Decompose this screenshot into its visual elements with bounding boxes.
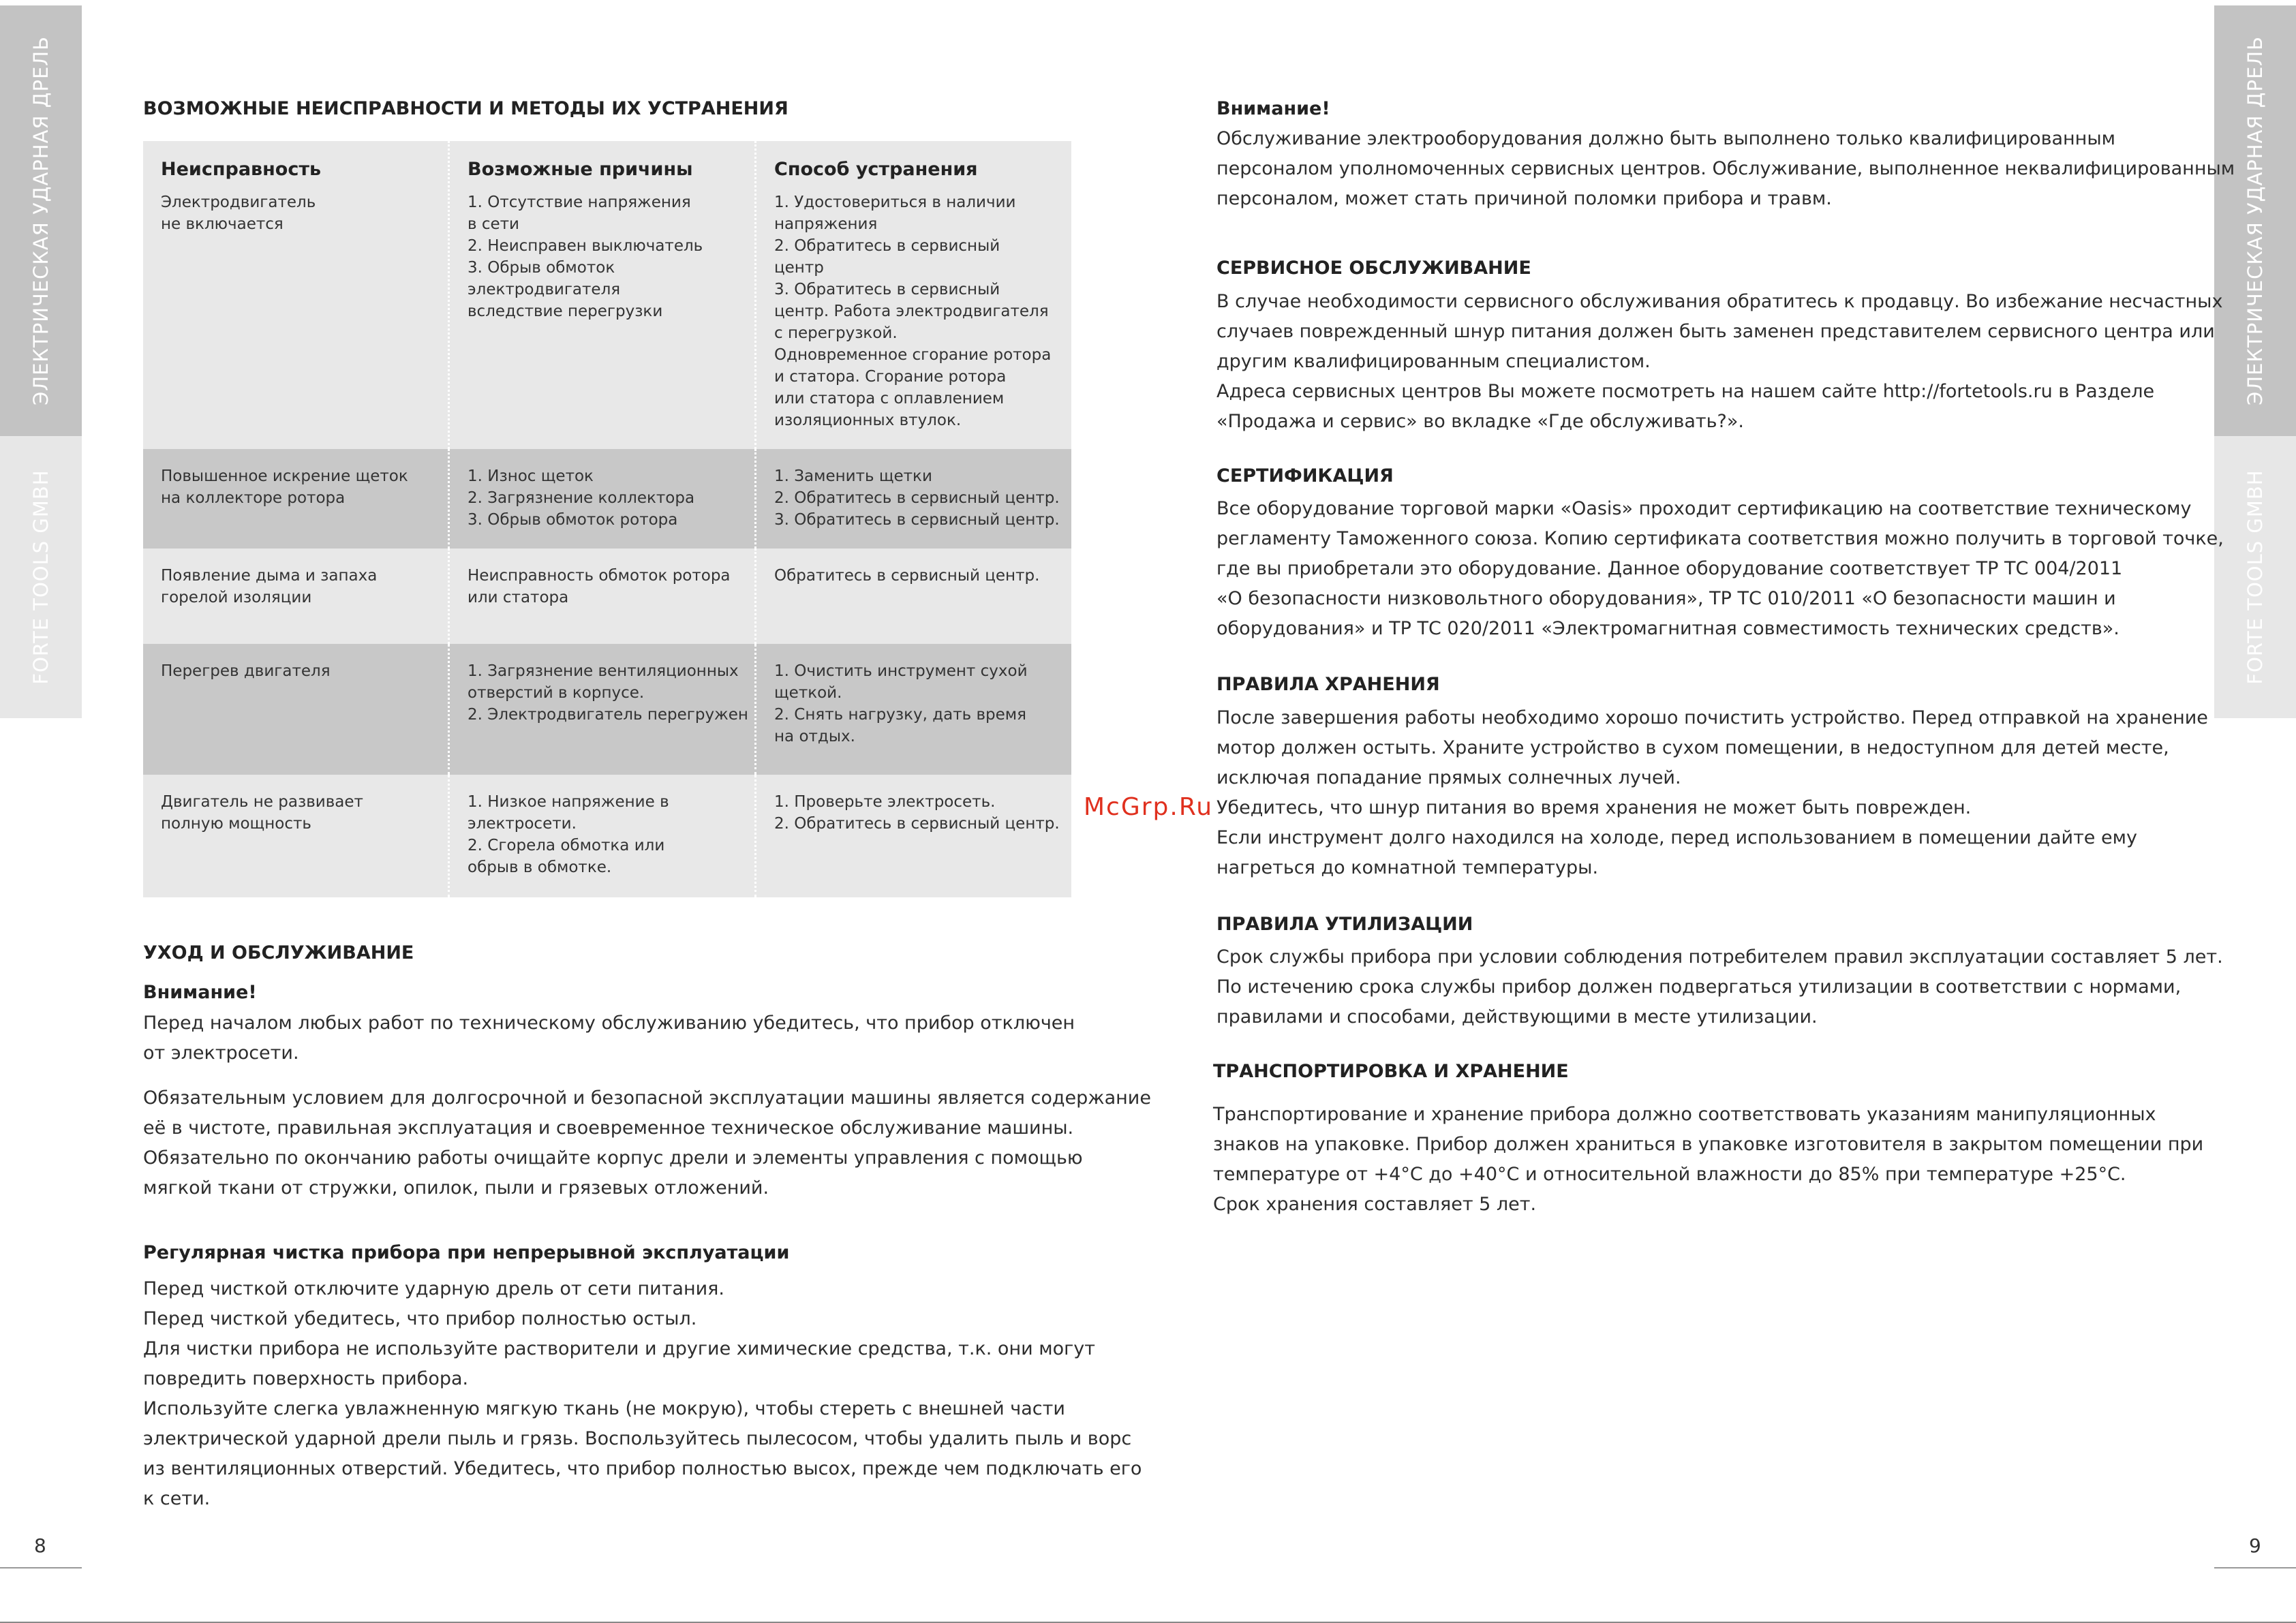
cell-line: 1. Низкое напряжение в	[468, 793, 669, 811]
page-number-left: 8	[34, 1534, 46, 1557]
text-line: из вентиляционных отверстий. Убедитесь, что прибор полностью высох, прежде чем подключать его	[143, 1458, 1142, 1479]
text-line: персоналом, может стать причиной поломки прибора и травм.	[1216, 188, 1832, 209]
cell-line: электродвигателя	[468, 281, 621, 298]
text-line: Перед началом любых работ по техническому обслуживанию убедитесь, что прибор отключен	[143, 1013, 1075, 1034]
text-line: к сети.	[143, 1488, 211, 1509]
text-line: исключая попадание прямых солнечных лучей.	[1216, 767, 1681, 788]
storage-title: ПРАВИЛА ХРАНЕНИЯ	[1216, 674, 1440, 695]
certification-title: СЕРТИФИКАЦИЯ	[1216, 465, 1394, 486]
cell-line: изоляционных втулок.	[774, 412, 962, 429]
cell-line: 3. Обрыв обмоток	[468, 259, 615, 277]
table-cell-fault	[143, 548, 450, 644]
table-cell-fault	[143, 775, 450, 897]
cell-line: 2. Обратитесь в сервисный центр.	[774, 489, 1060, 507]
cleaning-title: Регулярная чистка прибора при непрерывной эксплуатации	[143, 1242, 790, 1263]
text-line: от электросети.	[143, 1042, 299, 1064]
text-line: Обслуживание электрооборудования должно быть выполнено только квалифицированным	[1216, 128, 2116, 149]
table-cell-causes	[450, 141, 756, 449]
side-tab-product	[0, 5, 82, 436]
text-line: нагреться до комнатной температуры.	[1216, 857, 1599, 878]
cell-line: 3. Обратитесь в сервисный центр.	[774, 511, 1060, 529]
cell-line: 3. Обрыв обмоток ротора	[468, 511, 678, 529]
text-line: По истечению срока службы прибор должен подвергаться утилизации в соответствии с нормами,	[1216, 976, 2182, 998]
cell-line: Электродвигатель	[161, 194, 316, 211]
page-number-right-rule	[2214, 1567, 2296, 1568]
side-tab-brand-right-label: FORTE TOOLS GMBH	[2244, 469, 2267, 685]
cell-line: не включается	[161, 215, 284, 233]
table-cell-causes	[450, 548, 756, 644]
text-line: персоналом уполномоченных сервисных центров. Обслуживание, выполненное неквалифицированным	[1216, 158, 2235, 179]
text-line: Срок хранения составляет 5 лет.	[1213, 1194, 1537, 1215]
text-line: Если инструмент долго находился на холоде, перед использованием в помещении дайте ему	[1216, 827, 2137, 848]
text-line: После завершения работы необходимо хорошо почистить устройство. Перед отправкой на хранение	[1216, 707, 2208, 728]
table-header-remedy: Способ устранения	[774, 159, 978, 180]
care-paragraph	[143, 1083, 1151, 1203]
text-line: Обязательным условием для долгосрочной и безопасной эксплуатации машины является содержание	[143, 1087, 1151, 1109]
side-tab-product-right	[2214, 5, 2296, 436]
troubleshooting-table	[143, 141, 1071, 897]
cell-line: 2. Обратитесь в сервисный	[774, 237, 1000, 255]
table-row	[143, 449, 1071, 548]
cell-line: 1. Очистить инструмент сухой	[774, 662, 1028, 680]
cell-line: обрыв в обмотке.	[468, 859, 612, 876]
cell-line: Двигатель не развивает	[161, 793, 363, 811]
table-cell-fault	[143, 644, 450, 775]
text-line: Срок службы прибора при условии соблюдения потребителем правил эксплуатации составляет 5 лет.	[1216, 946, 2223, 968]
text-line: мотор должен остыть. Храните устройство в сухом помещении, в недоступном для детей месте,	[1216, 737, 2169, 758]
table-header-fault: Неисправность	[161, 159, 322, 180]
table-cell-remedy	[756, 775, 1071, 897]
text-line: регламенту Таможенного союза. Копию сертификата соответствия можно получить в торговой точке,	[1216, 528, 2224, 549]
side-tab-product-right-label: ЭЛЕКТРИЧЕСКАЯ УДАРНАЯ ДРЕЛЬ	[2244, 36, 2267, 405]
table-row	[143, 644, 1071, 775]
cell-line: щеткой.	[774, 684, 842, 702]
table-cell-causes	[450, 775, 756, 897]
transport-text	[1213, 1100, 2203, 1220]
table-cell-fault	[143, 449, 450, 548]
right-warning-title: Внимание!	[1216, 98, 1330, 119]
text-line: случаев поврежденный шнур питания должен быть заменен представителем сервисного центра или	[1216, 321, 2215, 342]
text-line: «О безопасности низковольтного оборудования», ТР ТС 010/2011 «О безопасности машин и	[1216, 588, 2116, 609]
table-cell-fault	[143, 141, 450, 449]
text-line: мягкой ткани от стружки, опилок, пыли и грязевых отложений.	[143, 1177, 769, 1199]
cell-line: Появление дыма и запаха	[161, 567, 378, 585]
service-title: СЕРВИСНОЕ ОБСЛУЖИВАНИЕ	[1216, 258, 1531, 279]
text-line: Перед чисткой отключите ударную дрель от сети питания.	[143, 1278, 724, 1299]
transport-title: ТРАНСПОРТИРОВКА И ХРАНЕНИЕ	[1213, 1061, 1569, 1082]
cell-line: напряжения	[774, 215, 878, 233]
text-line: Для чистки прибора не используйте растворители и другие химические средства, т.к. они могут	[143, 1338, 1096, 1359]
text-line: Все оборудование торговой марки «Oasis» проходит сертификацию на соответствие техническому	[1216, 498, 2192, 519]
disposal-title: ПРАВИЛА УТИЛИЗАЦИИ	[1216, 914, 1473, 935]
table-cell-causes	[450, 449, 756, 548]
text-line: Транспортирование и хранение прибора должно соответствовать указаниям манипуляционных	[1213, 1104, 2156, 1125]
text-line: «Продажа и сервис» во вкладке «Где обслуживать?».	[1216, 411, 1744, 432]
cell-line: центр	[774, 259, 824, 277]
certification-text	[1216, 494, 2224, 644]
cell-line: Неисправность обмоток ротора	[468, 567, 731, 585]
cell-line: 2. Обратитесь в сервисный центр.	[774, 815, 1060, 833]
cell-line: 1. Загрязнение вентиляционных	[468, 662, 739, 680]
cell-line: с перегрузкой.	[774, 324, 898, 342]
cell-line: Одновременное сгорание ротора	[774, 346, 1052, 364]
disposal-text	[1216, 942, 2223, 1032]
cell-line: 1. Отсутствие напряжения	[468, 194, 691, 211]
cell-line: 3. Обратитесь в сервисный	[774, 281, 1000, 298]
cell-line: 2. Загрязнение коллектора	[468, 489, 695, 507]
cell-line: центр. Работа электродвигателя	[774, 303, 1049, 320]
side-tab-brand-right	[2214, 436, 2296, 718]
cell-line: или статора с оплавлением	[774, 390, 1005, 407]
cell-line: на коллекторе ротора	[161, 489, 346, 507]
table-row	[143, 141, 1071, 449]
table-cell-remedy	[756, 644, 1071, 775]
cell-line: электросети.	[468, 815, 577, 833]
text-line: правилами и способами, действующими в месте утилизации.	[1216, 1006, 1818, 1027]
table-cell-remedy	[756, 548, 1071, 644]
cell-line: вследствие перегрузки	[468, 303, 663, 320]
table-row	[143, 548, 1071, 644]
cell-line: 2. Электродвигатель перегружен	[468, 706, 748, 724]
care-title: УХОД И ОБСЛУЖИВАНИЕ	[143, 942, 414, 963]
cell-line: 2. Сгорела обмотка или	[468, 837, 665, 854]
page-number-right: 9	[2249, 1534, 2261, 1557]
cell-line: отверстий в корпусе.	[468, 684, 645, 702]
cell-line: 1. Проверьте электросеть.	[774, 793, 996, 811]
cell-line: и статора. Сгорание ротора	[774, 368, 1007, 386]
cell-line: полную мощность	[161, 815, 311, 833]
text-line: другим квалифицированным специалистом.	[1216, 351, 1651, 372]
right-warning-text	[1216, 124, 2235, 214]
cell-line: Обратитесь в сервисный центр.	[774, 567, 1040, 585]
troubleshooting-title: ВОЗМОЖНЫЕ НЕИСПРАВНОСТИ И МЕТОДЫ ИХ УСТРАНЕНИЯ	[143, 98, 789, 119]
text-line: Убедитесь, что шнур питания во время хранения не может быть поврежден.	[1216, 797, 1972, 818]
text-line: где вы приобретали это оборудование. Данное оборудование соответствует ТР ТС 004/2011	[1216, 558, 2123, 579]
care-warning-title: Внимание!	[143, 982, 257, 1003]
storage-text	[1216, 703, 2208, 883]
text-line: Обязательно по окончанию работы очищайте корпус дрели и элементы управления с помощью	[143, 1147, 1083, 1169]
cell-line: 1. Удостовериться в наличии	[774, 194, 1016, 211]
cell-line: 2. Неисправен выключатель	[468, 237, 703, 255]
text-line: знаков на упаковке. Прибор должен храниться в упаковке изготовителя в закрытом помещении при	[1213, 1134, 2204, 1155]
cell-line: Повышенное искрение щеток	[161, 467, 408, 485]
cell-line: горелой изоляции	[161, 589, 312, 606]
text-line: Адреса сервисных центров Вы можете посмотреть на нашем сайте http://fortetools.ru в Разделе	[1216, 381, 2155, 402]
table-header-causes: Возможные причины	[468, 159, 693, 180]
table-cell-causes	[450, 644, 756, 775]
text-line: Перед чисткой убедитесь, что прибор полностью остыл.	[143, 1308, 697, 1329]
cleaning-text	[143, 1274, 1142, 1514]
cell-line: 1. Износ щеток	[468, 467, 594, 485]
text-line: её в чистоте, правильная эксплуатация и своевременное техническое обслуживание машины.	[143, 1117, 1074, 1139]
page-number-left-rule	[0, 1567, 82, 1568]
side-tab-brand-label: FORTE TOOLS GMBH	[29, 469, 52, 685]
watermark-text: McGrp.Ru	[1084, 793, 1214, 821]
text-line: Используйте слегка увлажненную мягкую ткань (не мокрую), чтобы стереть с внешней части	[143, 1398, 1065, 1419]
table-cell-remedy	[756, 449, 1071, 548]
cell-line: или статора	[468, 589, 569, 606]
side-tab-brand	[0, 436, 82, 718]
table-cell-remedy	[756, 141, 1071, 449]
care-warning-text	[143, 1008, 1075, 1068]
side-tab-product-label: ЭЛЕКТРИЧЕСКАЯ УДАРНАЯ ДРЕЛЬ	[29, 36, 52, 405]
text-line: температуре от +4°С до +40°С и относительной влажности до 85% при температуре +25°С.	[1213, 1164, 2126, 1185]
text-line: оборудования» и ТР ТС 020/2011 «Электромагнитная совместимость технических средств».	[1216, 618, 2119, 639]
cell-line: Перегрев двигателя	[161, 662, 331, 680]
cell-line: 1. Заменить щетки	[774, 467, 932, 485]
text-line: повредить поверхность прибора.	[143, 1368, 469, 1389]
service-text	[1216, 287, 2222, 437]
text-line: В случае необходимости сервисного обслуживания обратитесь к продавцу. Во избежание несчастных	[1216, 291, 2223, 312]
text-line: электрической ударной дрели пыль и грязь. Воспользуйтесь пылесосом, чтобы удалить пыль и ворс	[143, 1428, 1132, 1449]
table-row	[143, 775, 1071, 897]
cell-line: в сети	[468, 215, 520, 233]
cell-line: на отдых.	[774, 728, 855, 745]
cell-line: 2. Снять нагрузку, дать время	[774, 706, 1026, 724]
